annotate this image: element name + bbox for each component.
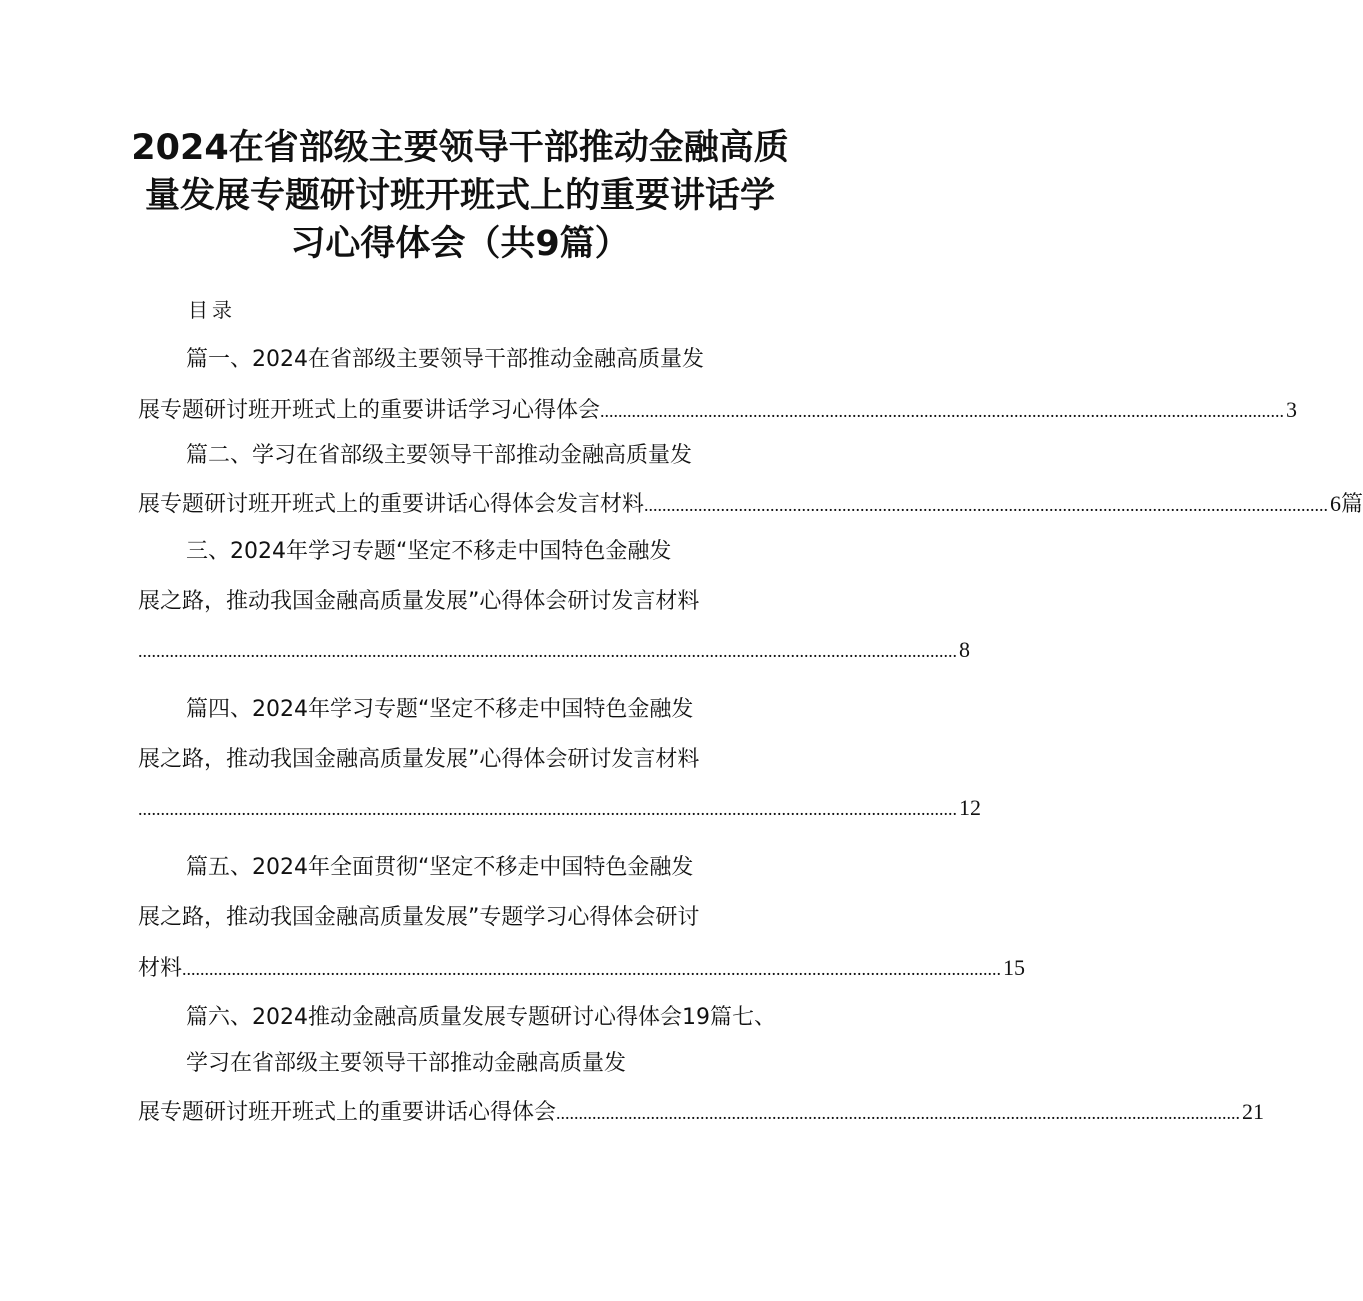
- document-title-line-1: 2024在省部级主要领导干部推动金融高质: [131, 128, 789, 168]
- toc-entry-3-line-2[interactable]: 展之路，推动我国金融高质量发展”心得体会研讨发言材料: [138, 589, 700, 614]
- dot-leader: ........................................................................................................................................................: [600, 401, 1285, 421]
- toc-entry-6-line-2[interactable]: 学习在省部级主要领导干部推动金融高质量发: [186, 1051, 627, 1076]
- toc-entry-4-line-2[interactable]: 展之路，推动我国金融高质量发展”心得体会研讨发言材料: [138, 747, 700, 772]
- toc-entry-5-page: 15: [1003, 955, 1026, 980]
- toc-entry-1-line-1[interactable]: 篇一、2024在省部级主要领导干部推动金融高质量发: [186, 347, 704, 372]
- toc-entry-2-line-1[interactable]: 篇二、学习在省部级主要领导干部推动金融高质量发: [186, 443, 693, 468]
- dot-leader: ......................................................................................................................................................................................: [138, 799, 957, 819]
- toc-entry-2-line-2: 展专题研讨班开班式上的重要讲话心得体会发言材料: [138, 492, 645, 517]
- toc-entry-5-line-1[interactable]: 篇五、2024年全面贯彻“坚定不移走中国特色金融发: [186, 855, 694, 880]
- dot-leader: ........................................................................................................................................................: [556, 1103, 1241, 1123]
- toc-entry-1-leader[interactable]: [138, 394, 1298, 427]
- dot-leader: ......................................................................................................................................................................................: [138, 641, 957, 661]
- toc-heading: 目录: [188, 298, 236, 322]
- toc-entry-4-leader[interactable]: [138, 792, 981, 825]
- toc-entry-5-leader[interactable]: [138, 952, 1026, 985]
- toc-entry-6-page: 21: [1242, 1099, 1265, 1124]
- toc-entry-6-leader[interactable]: [138, 1096, 1265, 1129]
- toc-entry-2-page: 6篇: [1330, 491, 1363, 516]
- toc-entry-4-page: 12: [959, 795, 981, 820]
- toc-entry-1-line-2: 展专题研讨班开班式上的重要讲话学习心得体会: [138, 398, 601, 423]
- toc-entry-3-line-1[interactable]: 三、2024年学习专题“坚定不移走中国特色金融发: [186, 539, 672, 564]
- toc-entry-2-leader[interactable]: [138, 488, 1363, 521]
- toc-entry-6-line-3: 展专题研讨班开班式上的重要讲话心得体会: [138, 1100, 557, 1125]
- document-title-line-2: 量发展专题研讨班开班式上的重要讲话学: [144, 176, 775, 216]
- toc-entry-1-page: 3: [1286, 397, 1298, 422]
- dot-leader: ......................................................................................................................................................................................: [182, 959, 1002, 979]
- document-title-line-3: 习心得体会（共9篇）: [290, 224, 630, 264]
- toc-entry-5-line-3: 材料: [138, 956, 183, 981]
- toc-entry-3-leader[interactable]: [138, 634, 970, 667]
- toc-entry-3-page: 8: [959, 637, 970, 662]
- toc-entry-4-line-1[interactable]: 篇四、2024年学习专题“坚定不移走中国特色金融发: [186, 697, 694, 722]
- dot-leader: ........................................................................................................................................................: [644, 495, 1329, 515]
- toc-entry-6-line-1[interactable]: 篇六、2024推动金融高质量发展专题研讨心得体会19篇七、: [186, 1005, 776, 1030]
- toc-entry-5-line-2[interactable]: 展之路，推动我国金融高质量发展”专题学习心得体会研讨: [138, 905, 700, 930]
